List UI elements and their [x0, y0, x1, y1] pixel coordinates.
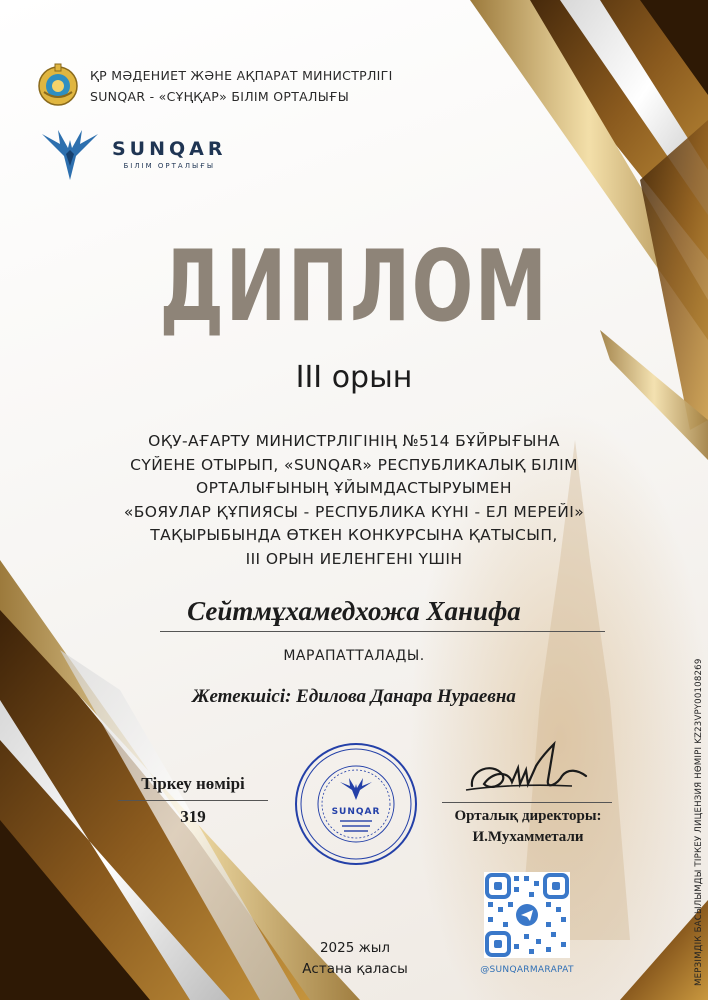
- award-description: [40, 430, 668, 571]
- registration-number: 319: [180, 807, 206, 826]
- qr-code[interactable]: [484, 872, 570, 958]
- director-name: И.Мухамметали: [472, 829, 584, 845]
- description-line: СҮЙЕНЕ ОТЫРЫП, «SUNQAR» РЕСПУБЛИКАЛЫҚ БІЛІМ: [130, 455, 578, 474]
- description-line: ТАҚЫРЫБЫНДА ӨТКЕН КОНКУРСЫНА ҚАТЫСЫП,: [150, 526, 558, 544]
- logo-name: SUNQAR: [112, 138, 227, 160]
- logo-subtitle: БІЛІМ ОРТАЛЫҒЫ: [123, 162, 216, 170]
- license-number: МЕРЗІМДІК БАСЫЛЫМДЫ ТІРКЕУ ЛИЦЕНЗИЯ НӨМІРІ KZ23VPY00108269: [694, 658, 704, 986]
- director-signature: [462, 740, 592, 804]
- description-line: «БОЯУЛАР ҚҰПИЯСЫ - РЕСПУБЛИКА КҮНІ - ЕЛ МЕРЕЙІ»: [123, 502, 585, 521]
- director-block: [428, 806, 628, 848]
- recipient-name: Сейтмұхамедхожа Ханифа: [187, 596, 521, 626]
- place-label: III орын: [295, 360, 413, 395]
- center-name: SUNQAR - «СҰҢҚАР» БІЛІМ ОРТАЛЫҒЫ: [90, 89, 350, 104]
- awarded-label: МАРАПАТТАЛАДЫ.: [283, 648, 425, 664]
- qr-handle[interactable]: @SUNQARMARAPAT: [480, 965, 574, 975]
- ministry-name: ҚР МӘДЕНИЕТ ЖӘНЕ АҚПАРАТ МИНИСТРЛІГІ: [90, 68, 393, 83]
- diploma-title: ДИПЛОМ: [159, 230, 549, 344]
- official-stamp: [294, 742, 418, 866]
- header: [38, 62, 393, 110]
- description-line: ОРТАЛЫҒЫНЫҢ ҰЙЫМДАСТЫРУЫМЕН: [196, 479, 512, 497]
- signature-line: [442, 802, 612, 803]
- registration-divider: [118, 800, 268, 801]
- supervisor-name: Жетекшісі: Едилова Данара Нураевна: [192, 686, 516, 707]
- footer: [280, 938, 430, 980]
- eagle-icon: [38, 126, 102, 182]
- recipient-underline: [160, 631, 605, 632]
- director-title: Орталық директоры:: [454, 808, 602, 824]
- footer-year: 2025 жыл: [319, 940, 391, 956]
- footer-city: Астана қаласы: [302, 961, 408, 977]
- description-line: ОҚУ-АҒАРТУ МИНИСТРЛІГІНІҢ №514 БҰЙРЫҒЫНА: [148, 432, 560, 450]
- emblem-icon: [38, 62, 78, 110]
- registration-label: Тіркеу нөмірі: [141, 774, 245, 793]
- description-line: III ОРЫН ИЕЛЕНГЕНІ ҮШІН: [245, 549, 463, 568]
- registration-block: [118, 774, 268, 827]
- sunqar-logo: [38, 126, 227, 182]
- stamp-text: SUNQAR: [331, 807, 381, 817]
